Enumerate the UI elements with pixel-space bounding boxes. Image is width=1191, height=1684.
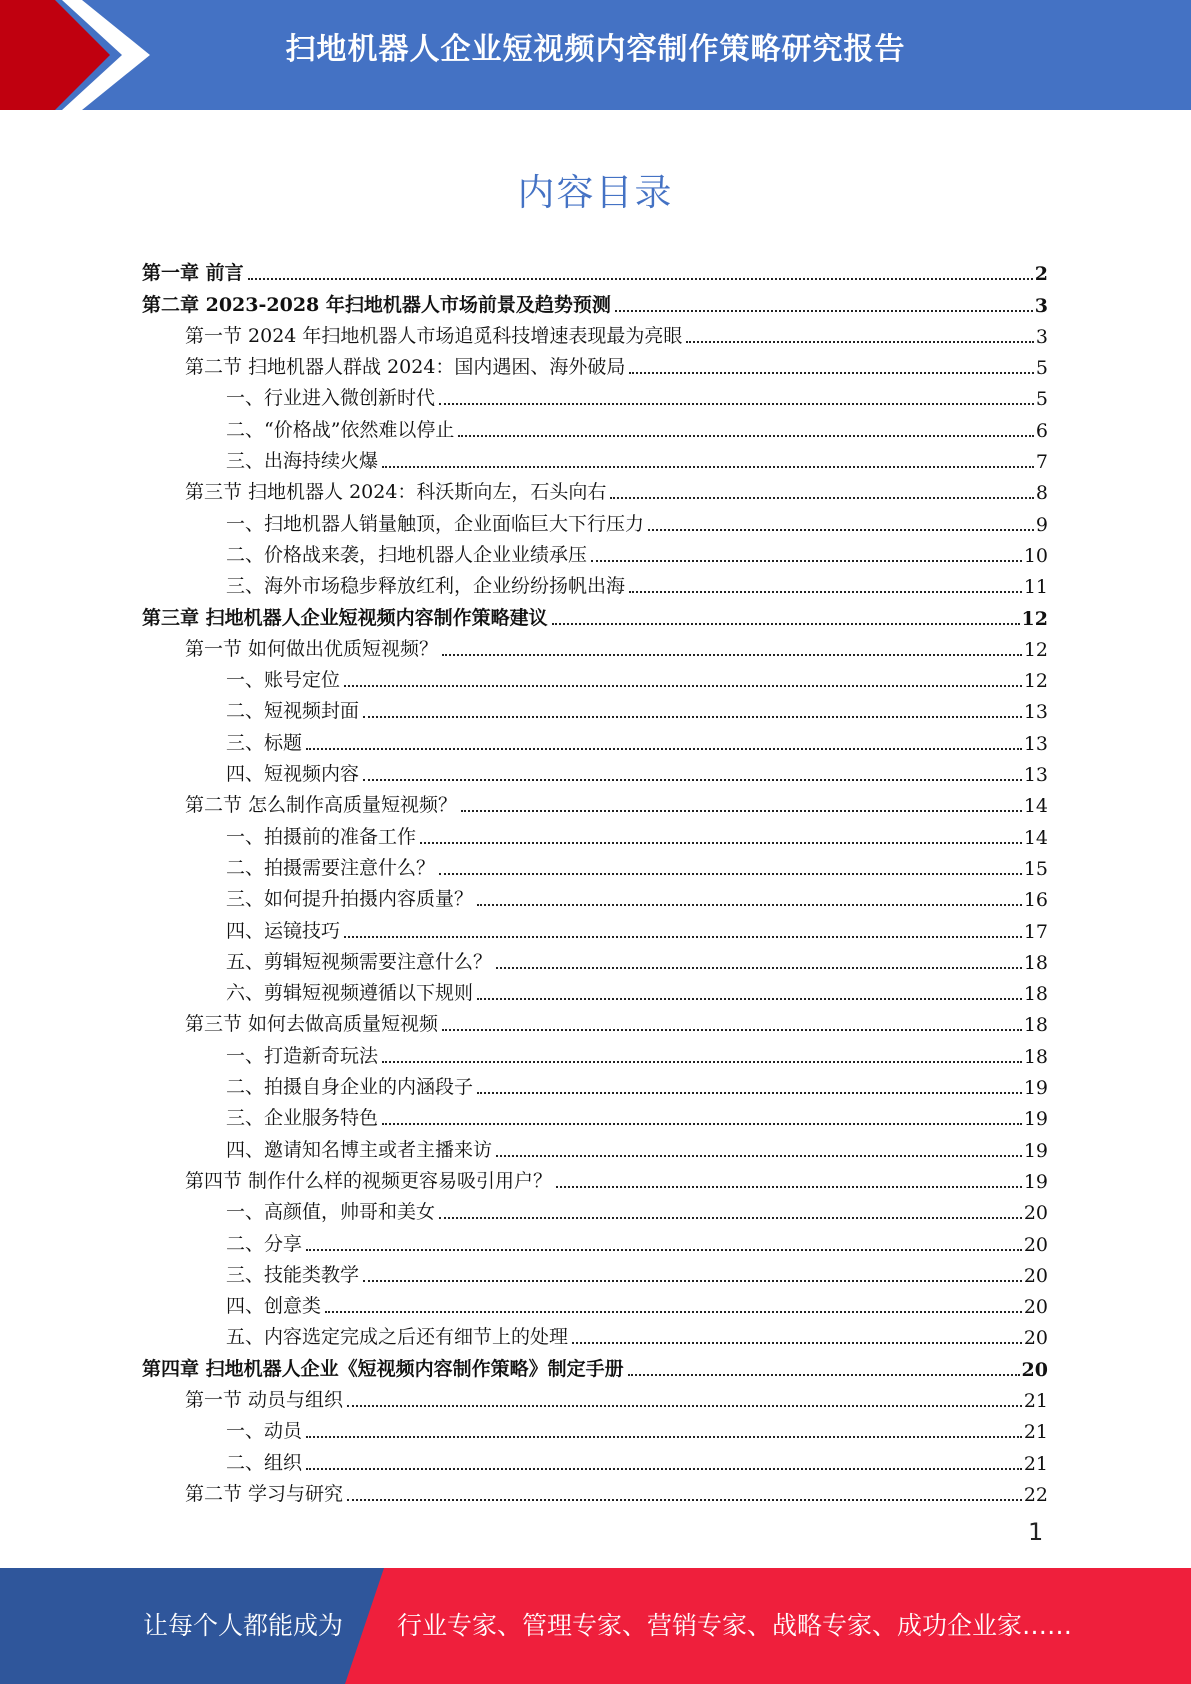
toc-entry-page: 22	[1023, 1483, 1048, 1506]
toc-leader-dots	[439, 872, 1022, 875]
page-number: 1	[1028, 1518, 1044, 1546]
toc-entry[interactable]	[142, 1099, 1048, 1130]
toc-entry-label: 二、拍摄需要注意什么？	[226, 856, 436, 879]
toc-entry[interactable]	[142, 536, 1048, 567]
toc-entry-label: 第三章 扫地机器人企业短视频内容制作策略建议	[142, 606, 548, 629]
toc-leader-dots	[363, 1279, 1022, 1282]
toc-entry-page: 11	[1023, 576, 1048, 599]
toc-entry-label: 第二节 学习与研究	[185, 1482, 344, 1505]
toc-entry[interactable]	[142, 723, 1048, 754]
toc-entry[interactable]	[142, 379, 1048, 410]
toc-entry-label: 一、扫地机器人销量触顶，企业面临巨大下行压力	[226, 512, 645, 535]
toc-leader-dots	[382, 1060, 1022, 1063]
toc-entry[interactable]	[142, 1381, 1048, 1412]
toc-entry-label: 第四章 扫地机器人企业《短视频内容制作策略》制定手册	[142, 1357, 624, 1380]
toc-entry[interactable]	[142, 473, 1048, 504]
toc-entry[interactable]	[142, 317, 1048, 348]
toc-leader-dots	[382, 465, 1034, 468]
toc-leader-dots	[628, 1373, 1020, 1376]
toc-entry[interactable]	[142, 1130, 1048, 1161]
toc-entry-label: 二、拍摄自身企业的内涵段子	[226, 1076, 474, 1099]
toc-leader-dots	[477, 903, 1022, 906]
toc-entry-page: 5	[1035, 388, 1048, 411]
toc-entry-label: 三、技能类教学	[226, 1263, 360, 1286]
toc-entry-page: 15	[1023, 857, 1048, 880]
toc-entry[interactable]	[142, 817, 1048, 848]
toc-entry-page: 16	[1023, 889, 1048, 912]
toc-entry-label: 四、创意类	[226, 1295, 322, 1318]
toc-leader-dots	[572, 1341, 1022, 1344]
toc-leader-dots	[615, 309, 1033, 312]
footer-slogan-right: 行业专家、管理专家、营销专家、战略专家、成功企业家……	[397, 1611, 1073, 1640]
toc-entry[interactable]	[142, 285, 1048, 316]
toc-leader-dots	[420, 841, 1022, 844]
toc-entry-label: 三、企业服务特色	[226, 1107, 379, 1130]
toc-entry-label: 第一节 2024 年扫地机器人市场追觅科技增速表现最为亮眼	[185, 324, 683, 347]
toc-leader-dots	[552, 622, 1020, 625]
toc-entry-page: 2	[1034, 263, 1048, 286]
toc-entry-label: 五、内容选定完成之后还有细节上的处理	[226, 1326, 569, 1349]
toc-entry-page: 3	[1035, 325, 1048, 348]
toc-entry[interactable]	[142, 943, 1048, 974]
toc-leader-dots	[556, 1185, 1022, 1188]
toc-entry[interactable]	[142, 1256, 1048, 1287]
toc-entry-page: 19	[1023, 1077, 1048, 1100]
toc-leader-dots	[248, 277, 1033, 280]
toc-leader-dots	[629, 371, 1033, 374]
toc-entry[interactable]	[142, 880, 1048, 911]
toc-entry-label: 六、剪辑短视频遵循以下规则	[226, 982, 474, 1005]
toc-entry[interactable]	[142, 410, 1048, 441]
toc-entry-page: 14	[1023, 826, 1048, 849]
toc-entry-page: 7	[1035, 451, 1048, 474]
footer-band	[0, 1568, 1191, 1684]
toc-entry[interactable]	[142, 1005, 1048, 1036]
toc-leader-dots	[648, 528, 1034, 531]
toc-heading: 内容目录	[517, 171, 674, 214]
toc-leader-dots	[610, 496, 1033, 499]
toc-leader-dots	[496, 966, 1022, 969]
toc-entry[interactable]	[142, 1193, 1048, 1224]
toc-entry-label: 三、如何提升拍摄内容质量？	[226, 888, 474, 911]
toc-entry-label: 第三节 扫地机器人 2024：科沃斯向左，石头向右	[185, 481, 607, 504]
toc-entry-label: 第三节 如何去做高质量短视频	[185, 1013, 439, 1036]
toc-leader-dots	[306, 1248, 1022, 1251]
toc-leader-dots	[306, 1435, 1022, 1438]
toc-leader-dots	[439, 402, 1034, 405]
toc-entry-page: 17	[1023, 920, 1048, 943]
toc-entry[interactable]	[142, 849, 1048, 880]
toc-entry[interactable]	[142, 911, 1048, 942]
toc-entry[interactable]	[142, 1036, 1048, 1067]
toc-entry-page: 12	[1021, 607, 1048, 630]
toc-leader-dots	[306, 747, 1022, 750]
toc-entry-label: 第一章 前言	[142, 262, 244, 285]
toc-entry-label: 第一节 动员与组织	[185, 1388, 344, 1411]
toc-entry-page: 3	[1034, 294, 1048, 317]
toc-entry-label: 二、“价格战”依然难以停止	[226, 418, 455, 441]
toc-leader-dots	[306, 1467, 1022, 1470]
toc-entry-page: 13	[1023, 764, 1048, 787]
toc-entry[interactable]	[142, 254, 1048, 285]
toc-leader-dots	[477, 1091, 1022, 1094]
toc-leader-dots	[442, 653, 1022, 656]
toc-leader-dots	[382, 1122, 1022, 1125]
toc-leader-dots	[461, 809, 1022, 812]
toc-leader-dots	[591, 559, 1022, 562]
toc-entry-label: 一、行业进入微创新时代	[226, 387, 436, 410]
toc-entry[interactable]	[142, 1349, 1048, 1380]
toc-entry[interactable]	[142, 1162, 1048, 1193]
toc-entry-page: 6	[1035, 419, 1048, 442]
toc-entry-label: 二、分享	[226, 1232, 303, 1255]
toc-entry-page: 5	[1035, 357, 1048, 380]
toc-entry-label: 第二章 2023-2028 年扫地机器人市场前景及趋势预测	[142, 293, 611, 316]
toc-leader-dots	[477, 997, 1022, 1000]
toc-leader-dots	[629, 590, 1022, 593]
toc-entry[interactable]	[142, 1475, 1048, 1506]
toc-entry-page: 12	[1023, 638, 1048, 661]
toc-entry-label: 二、组织	[226, 1451, 303, 1474]
toc-entry-page: 13	[1023, 732, 1048, 755]
toc-entry-page: 14	[1023, 795, 1048, 818]
toc-entry-page: 8	[1035, 482, 1048, 505]
toc-entry-page: 18	[1023, 1014, 1048, 1037]
toc-entry[interactable]	[142, 1068, 1048, 1099]
footer-slogan-left: 让每个人都能成为	[143, 1611, 344, 1640]
toc-entry-page: 20	[1023, 1233, 1048, 1256]
toc-entry-page: 18	[1023, 951, 1048, 974]
toc-entry-page: 12	[1023, 670, 1048, 693]
toc-entry-label: 一、账号定位	[226, 669, 341, 692]
toc-entry-page: 21	[1023, 1389, 1048, 1412]
toc-entry[interactable]	[142, 567, 1048, 598]
toc-leader-dots	[442, 1028, 1022, 1031]
toc-entry-label: 五、剪辑短视频需要注意什么？	[226, 950, 493, 973]
toc-entry-page: 9	[1035, 513, 1048, 536]
toc-leader-dots	[344, 684, 1022, 687]
toc-entry-label: 四、短视频内容	[226, 763, 360, 786]
toc-leader-dots	[347, 1498, 1022, 1501]
toc-entry[interactable]	[142, 348, 1048, 379]
toc-entry-page: 18	[1023, 983, 1048, 1006]
toc-entry[interactable]	[142, 1287, 1048, 1318]
toc-leader-dots	[496, 1154, 1022, 1157]
toc-entry[interactable]	[142, 692, 1048, 723]
toc-leader-dots	[686, 340, 1033, 343]
toc-entry-label: 第二节 怎么制作高质量短视频？	[185, 794, 458, 817]
table-of-contents	[142, 254, 1048, 1506]
toc-entry-label: 三、标题	[226, 731, 303, 754]
toc-leader-dots	[439, 1216, 1022, 1219]
toc-entry-label: 四、邀请知名博主或者主播来访	[226, 1138, 493, 1161]
toc-leader-dots	[363, 778, 1022, 781]
toc-leader-dots	[347, 1404, 1022, 1407]
toc-entry-page: 19	[1023, 1108, 1048, 1131]
toc-entry[interactable]	[142, 661, 1048, 692]
toc-entry-page: 20	[1023, 1202, 1048, 1225]
toc-entry[interactable]	[142, 504, 1048, 535]
toc-entry-label: 三、海外市场稳步释放红利，企业纷纷扬帆出海	[226, 575, 626, 598]
header-band	[0, 0, 1191, 110]
toc-entry[interactable]	[142, 755, 1048, 786]
toc-entry-page: 20	[1021, 1358, 1048, 1381]
toc-entry-page: 21	[1023, 1452, 1048, 1475]
toc-entry-page: 18	[1023, 1045, 1048, 1068]
toc-entry[interactable]	[142, 974, 1048, 1005]
toc-leader-dots	[363, 715, 1022, 718]
toc-entry-label: 第一节 如何做出优质短视频？	[185, 637, 439, 660]
toc-entry[interactable]	[142, 1224, 1048, 1255]
toc-entry-page: 20	[1023, 1264, 1048, 1287]
toc-entry-label: 第二节 扫地机器人群战 2024：国内遇困、海外破局	[185, 356, 626, 379]
report-title: 扫地机器人企业短视频内容制作策略研究报告	[285, 32, 906, 67]
toc-entry-label: 四、运镜技巧	[226, 919, 341, 942]
toc-entry-page: 13	[1023, 701, 1048, 724]
toc-entry[interactable]	[142, 630, 1048, 661]
toc-entry-label: 一、拍摄前的准备工作	[226, 825, 417, 848]
toc-entry-page: 19	[1023, 1170, 1048, 1193]
toc-entry-label: 第四节 制作什么样的视频更容易吸引用户？	[185, 1169, 553, 1192]
toc-entry-page: 10	[1023, 544, 1048, 567]
toc-entry[interactable]	[142, 442, 1048, 473]
toc-leader-dots	[344, 935, 1022, 938]
toc-entry-page: 20	[1023, 1327, 1048, 1350]
toc-entry[interactable]	[142, 1412, 1048, 1443]
toc-entry-label: 二、价格战来袭，扫地机器人企业业绩承压	[226, 543, 588, 566]
toc-entry-label: 一、动员	[226, 1420, 303, 1443]
toc-entry-label: 一、高颜值，帅哥和美女	[226, 1201, 436, 1224]
toc-entry-label: 二、短视频封面	[226, 700, 360, 723]
toc-entry-page: 19	[1023, 1139, 1048, 1162]
toc-entry-page: 21	[1023, 1421, 1048, 1444]
toc-entry[interactable]	[142, 598, 1048, 629]
toc-entry-label: 一、打造新奇玩法	[226, 1044, 379, 1067]
toc-entry[interactable]	[142, 1443, 1048, 1474]
toc-entry[interactable]	[142, 786, 1048, 817]
toc-entry-page: 20	[1023, 1296, 1048, 1319]
toc-entry[interactable]	[142, 1318, 1048, 1349]
toc-entry-label: 三、出海持续火爆	[226, 450, 379, 473]
toc-leader-dots	[458, 434, 1033, 437]
toc-leader-dots	[325, 1310, 1022, 1313]
